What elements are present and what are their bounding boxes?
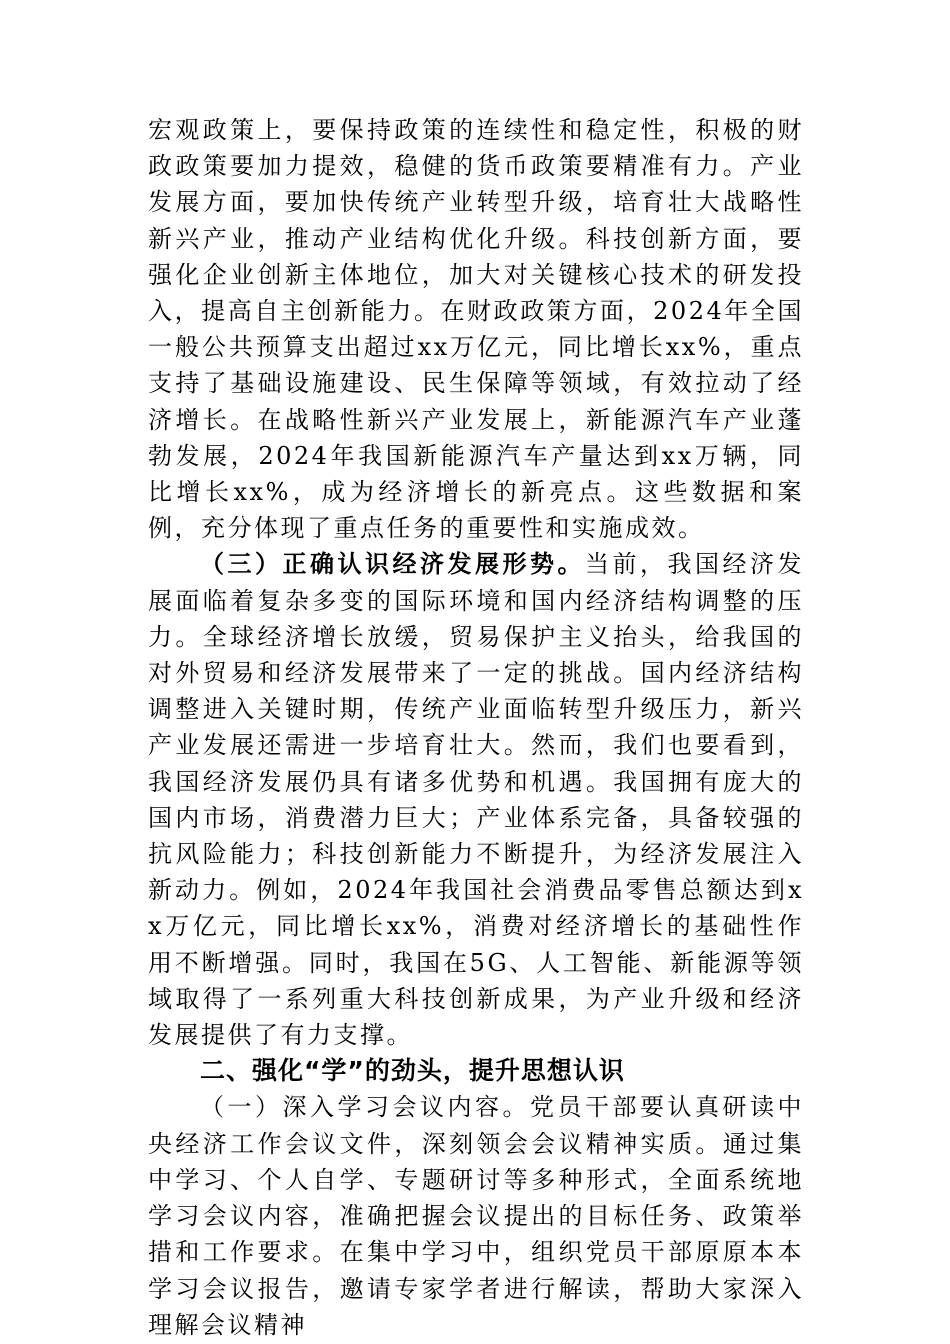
- section-heading-study: 二、强化“学”的劲头，提升思想认识: [200, 1056, 625, 1086]
- paragraph-macro-policy: 宏观政策上，要保持政策的连续性和稳定性，积极的财政政策要加力提效，稳健的货币政策要精准有力。产业发展方面，要加快传统产业转型升级，培育壮大战略性新兴产业，推动产业结构优化升级。科技创新方面，要强化企业创新主体地位，加大对关键核心技术的研发投入，提高自主创新能力。在财政政策方面，2024年全国一般公共预算支出超过xx万亿元，同比增长xx%，重点支持了基础设施建设、民生保障等领域，有效拉动了经济增长。在战略性新兴产业发展上，新能源汽车产业蓬勃发展，2024年我国新能源汽车产量达到xx万辆，同比增长xx%，成为经济增长的新亮点。这些数据和案例，充分体现了重点任务的重要性和实施成效。: [148, 116, 804, 543]
- paragraph-study-meeting: [148, 1089, 804, 1342]
- document-body: [148, 112, 804, 1343]
- paragraph-economic-situation-text: 当前，我国经济发展面临着复杂多变的国际环境和国内经济结构调整的压力。全球经济增长放缓，贸易保护主义抬头，给我国的对外贸易和经济发展带来了一定的挑战。国内经济结构调整进入关键时期，传统产业面临转型升级压力，新兴产业发展还需进一步培育壮大。然而，我们也要看到，我国经济发展仍具有诸多优势和机遇。我国拥有庞大的国内市场，消费潜力巨大；产业体系完备，具备较强的抗风险能力；科技创新能力不断提升，为经济发展注入新动力。例如，2024年我国社会消费品零售总额达到xx万亿元，同比增长xx%，消费对经济增长的基础性作用不断增强。同时，我国在5G、人工智能、新能源等领域取得了一系列重大科技创新成果，为产业升级和经济发展提供了有力支撑。: [148, 550, 804, 1050]
- subsection-title-study-meeting: （一）深入学习会议内容。: [200, 1093, 530, 1122]
- paragraph-economic-situation: [148, 546, 804, 1053]
- paragraph-study-meeting-text: 党员干部要认真研读中央经济工作会议文件，深刻领会会议精神实质。通过集中学习、个人自学、专题研讨等多种形式，全面系统地学习会议内容，准确把握会议提出的目标任务、政策举措和工作要求。在集中学习中，组织党员干部原原本本学习会议报告，邀请专家学者进行解读，帮助大家深入理解会议精神: [148, 1093, 804, 1339]
- subsection-title-economic-situation: （三）正确认识经济发展形势。: [200, 549, 585, 579]
